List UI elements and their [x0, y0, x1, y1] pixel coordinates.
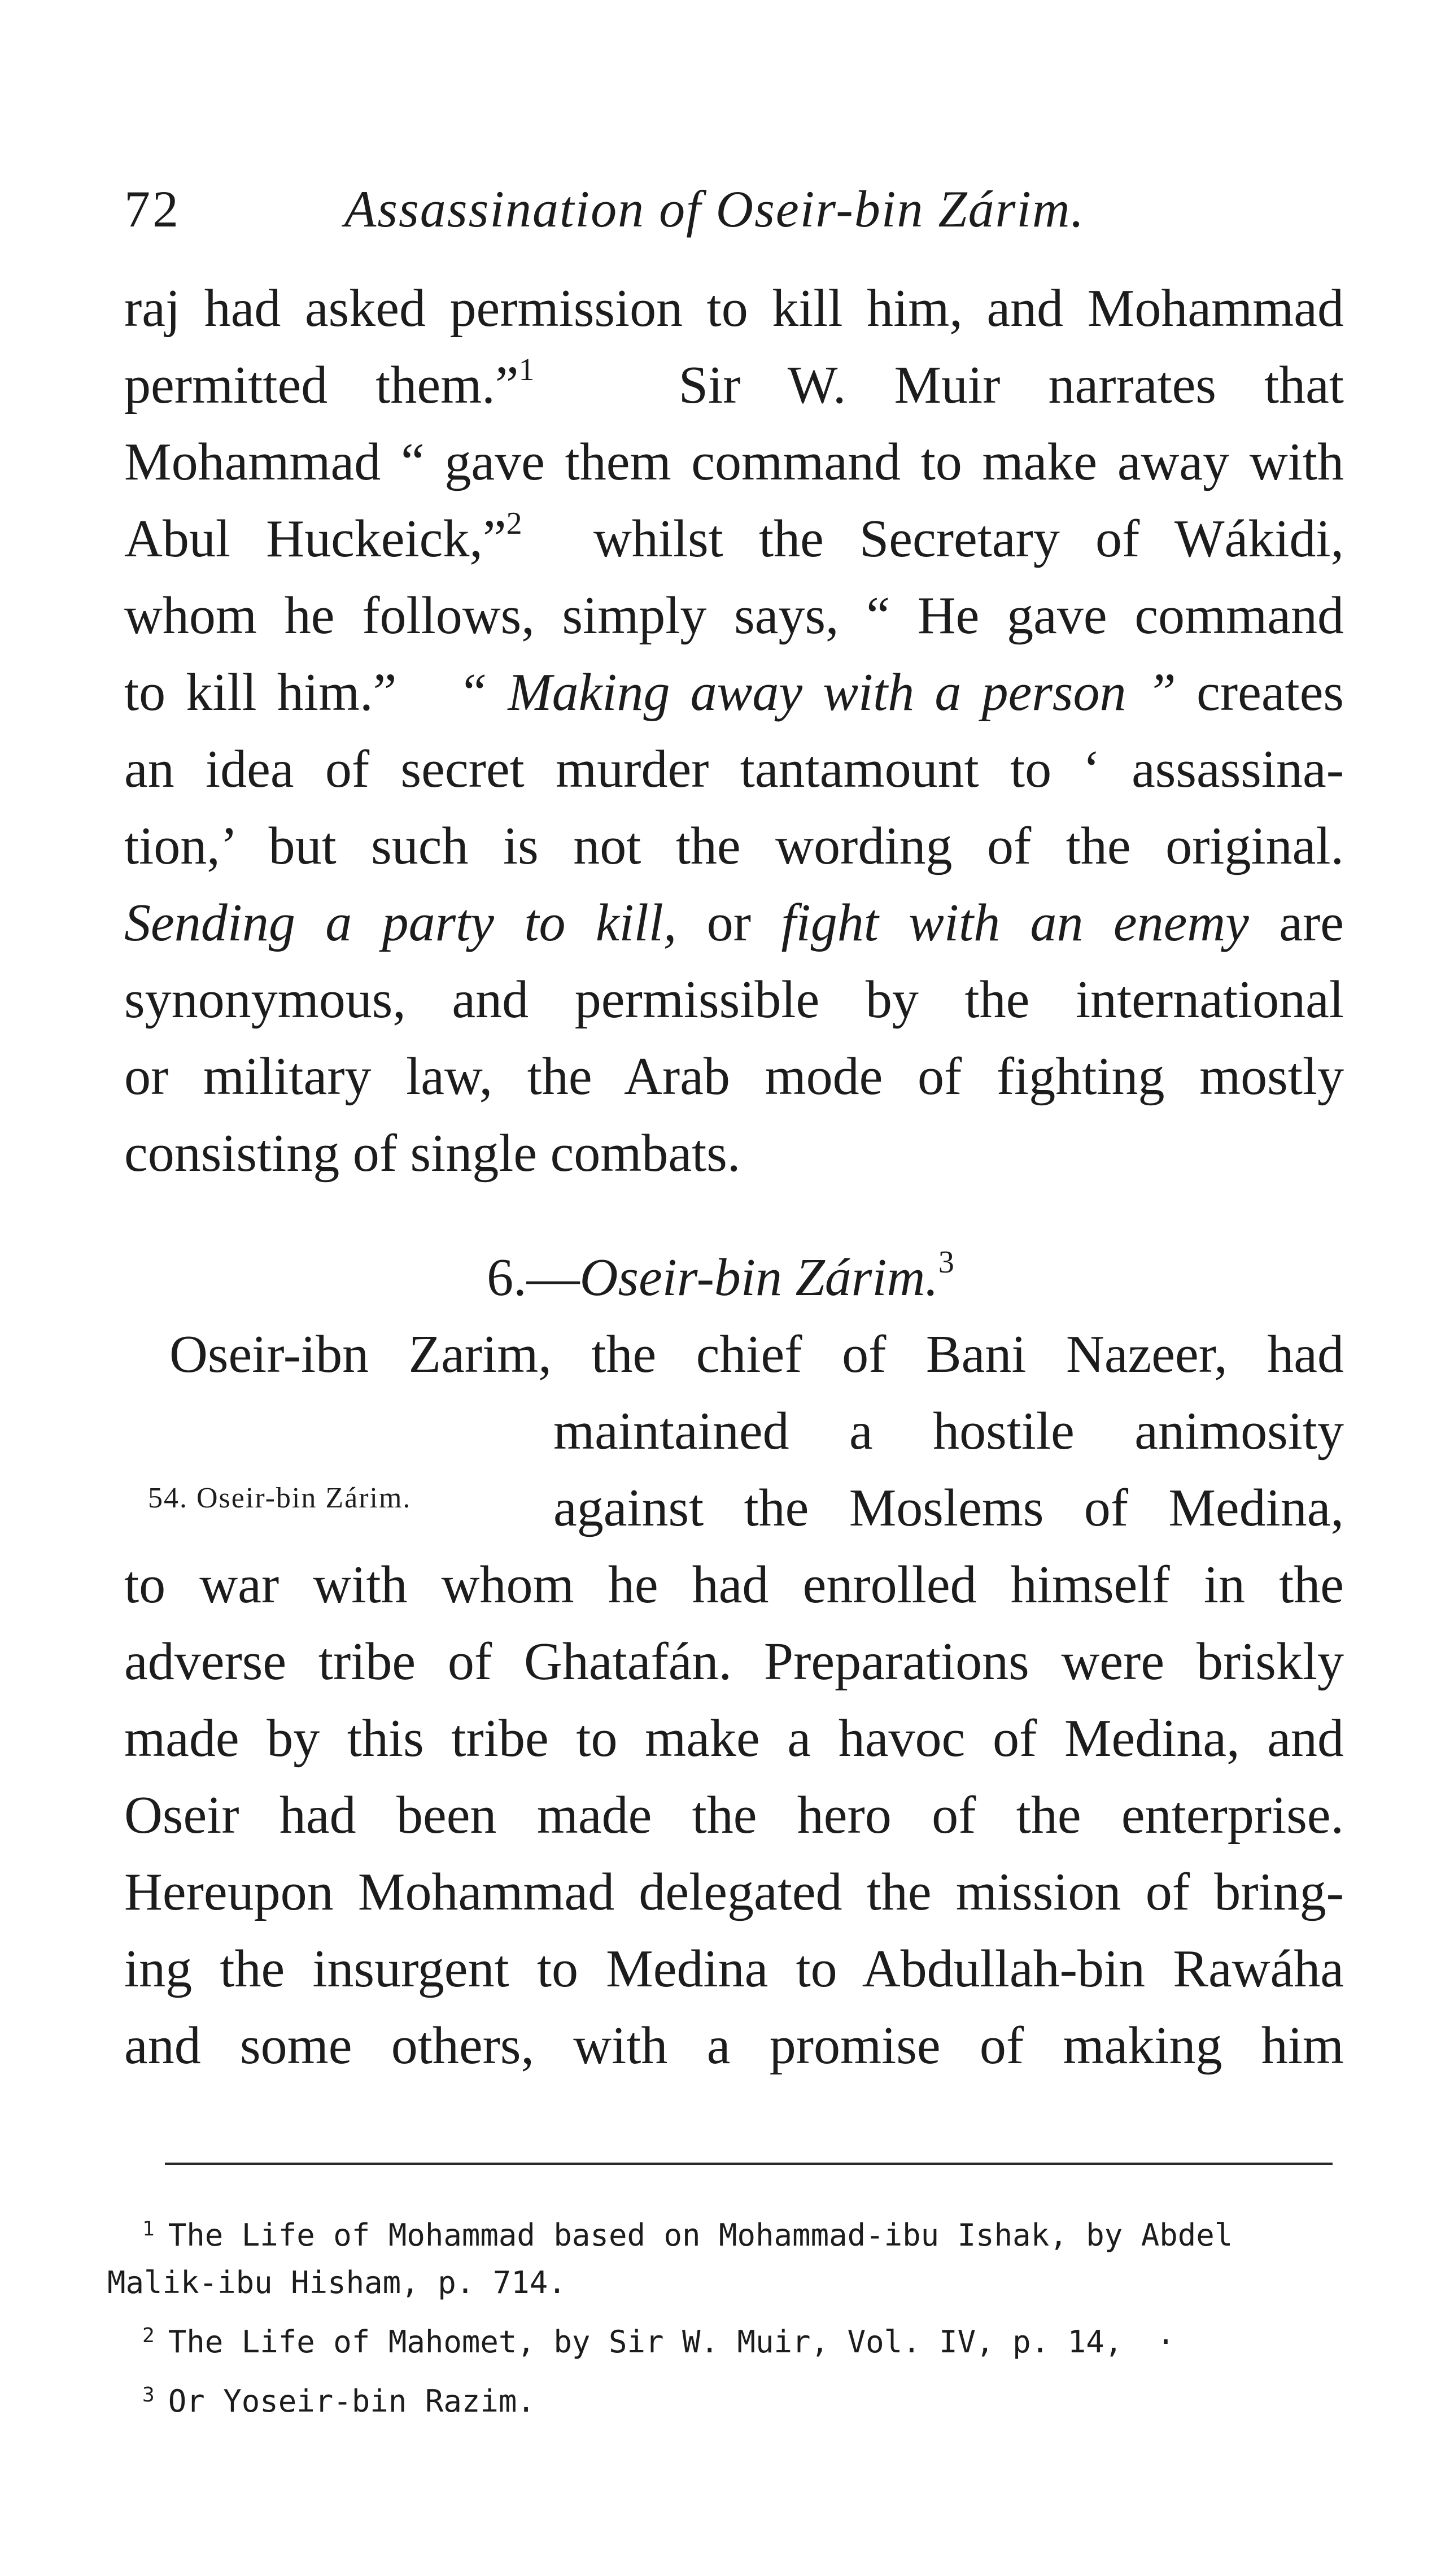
text-line: synonymous, and permissible by the international: [124, 970, 1344, 1029]
footnote-3: [107, 2372, 1338, 2425]
footnote-mark: 1: [142, 2217, 155, 2241]
footnote-mark: 2: [142, 2324, 155, 2347]
footnote-mark: 3: [142, 2383, 155, 2407]
footnote-text: $^2$ The Life of Mahomet, by Sir W. Muir, Vol. IV, p. 14, ·: [142, 2324, 1175, 2360]
text-line: to war with whom he had enrolled himself in the: [124, 1555, 1344, 1614]
page-number: 72: [124, 180, 181, 238]
body-paragraph: [124, 270, 1344, 1192]
text-line: to kill him.” “ Making away with a person ” creates: [124, 663, 1344, 722]
text-line: raj had asked permission to kill him, and Mohammad: [124, 279, 1344, 338]
footnote-text: $^3$ Or Yoseir-bin Razim.: [142, 2383, 535, 2419]
section-paragraph: [124, 1316, 1344, 2084]
text-line: consisting of single combats.: [124, 1124, 741, 1183]
footnote-2: [107, 2312, 1338, 2366]
italic-phrase: fight with an enemy: [781, 893, 1249, 952]
text-line: or military law, the Arab mode of fighting mostly: [124, 1047, 1344, 1106]
text-line: and some others, with a promise of making him: [124, 2016, 1344, 2075]
italic-phrase: Sending a party to kill,: [124, 893, 677, 952]
text-line: adverse tribe of Ghatafán. Preparations were briskly: [124, 1632, 1344, 1691]
footnote-ref: 2: [506, 506, 522, 541]
footnote-1: [107, 2205, 1338, 2307]
text-line: an idea of secret murder tantamount to ‘ assassina-: [124, 740, 1344, 799]
footnote-rule: [165, 2163, 1333, 2165]
text-line: tion,’ but such is not the wording of the original.: [124, 817, 1344, 875]
text-line: whom he follows, simply says, “ He gave command: [124, 586, 1344, 645]
text-line: Hereupon Mohammad delegated the mission of bring-: [124, 1863, 1344, 1921]
text-line: Sending a party to kill, or fight with an enemy are: [124, 893, 1344, 952]
footnote-text: Malik-ibu Hisham, p. 714.: [107, 2265, 566, 2300]
marginal-note: 54. Oseir-bin Zárim.: [148, 1482, 412, 1514]
footnotes: [107, 2205, 1338, 2431]
footnote-ref: 1: [518, 352, 535, 387]
footnote-text: $^1$ The Life of Mohammad based on Mohammad-ibu Ishak, by Abdel: [142, 2217, 1233, 2253]
text-line: Mohammad “ gave them command to make away with: [124, 433, 1344, 491]
italic-phrase: “ Making away with a person ”: [457, 663, 1176, 722]
running-title: Assassination of Oseir-bin Zárim.: [344, 180, 1085, 238]
text-line: ing the insurgent to Medina to Abdullah-bin Rawáha: [124, 1939, 1344, 1998]
text-line: Abul Huckeick,”$^2$ whilst the Secretary of Wákidi,: [124, 506, 1344, 568]
footnote-ref: 3: [938, 1245, 954, 1280]
text-line: Oseir had been made the hero of the enterprise.: [124, 1786, 1344, 1845]
text-line: Oseir-ibn Zarim, the chief of Bani Nazeer, had: [169, 1325, 1344, 1384]
section-number: 6.—: [487, 1248, 580, 1307]
page-header: [124, 169, 1338, 249]
text-line: permitted them.”$^1$ Sir W. Muir narrates that: [124, 352, 1344, 415]
text-line: made by this tribe to make a havoc of Medina, and: [124, 1709, 1344, 1768]
section-heading: [0, 1239, 1441, 1316]
section-title: Oseir-bin Zárim.: [579, 1248, 938, 1307]
text-line: maintained a hostile animosity: [553, 1402, 1344, 1461]
text-line: against the Moslems of Medina,: [553, 1479, 1344, 1537]
stray-mark: ·: [1156, 2324, 1175, 2360]
